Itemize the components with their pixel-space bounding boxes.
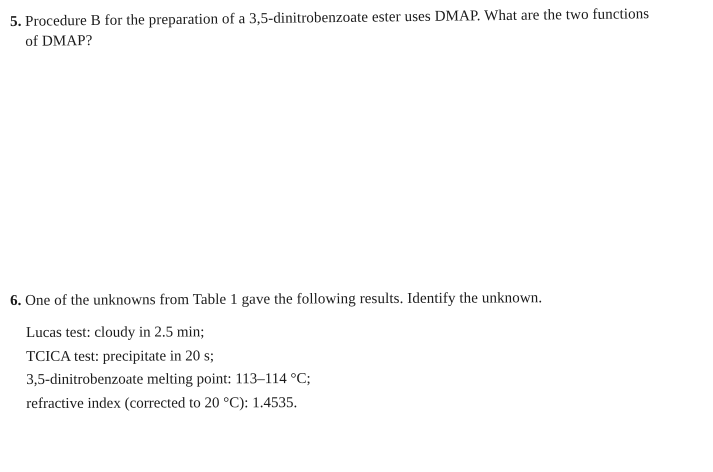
question-6-line (10, 287, 690, 311)
question-5-text-line-1: Procedure B for the preparation of a 3,5-dinitrobenzoate ester uses DMAP. What are the two functions (25, 6, 650, 30)
question-6-results (26, 321, 311, 416)
question-5-number: 5. (10, 13, 22, 30)
question-6-number: 6. (10, 292, 22, 309)
question-5 (10, 4, 690, 52)
result-tcica-test: TCICA test: precipitate in 20 s; (26, 347, 215, 365)
result-melting-point: 3,5-dinitrobenzoate melting point: 113–114 °C; (26, 371, 311, 388)
question-6 (10, 287, 690, 311)
result-refractive-index: refractive index (corrected to 20 °C): 1.4535. (26, 394, 298, 412)
question-5-text-line-2: of DMAP? (25, 32, 93, 50)
question-6-text: One of the unknowns from Table 1 gave the following results. Identify the unknown. (25, 290, 543, 309)
result-lucas-test: Lucas test: cloudy in 2.5 min; (26, 324, 205, 341)
